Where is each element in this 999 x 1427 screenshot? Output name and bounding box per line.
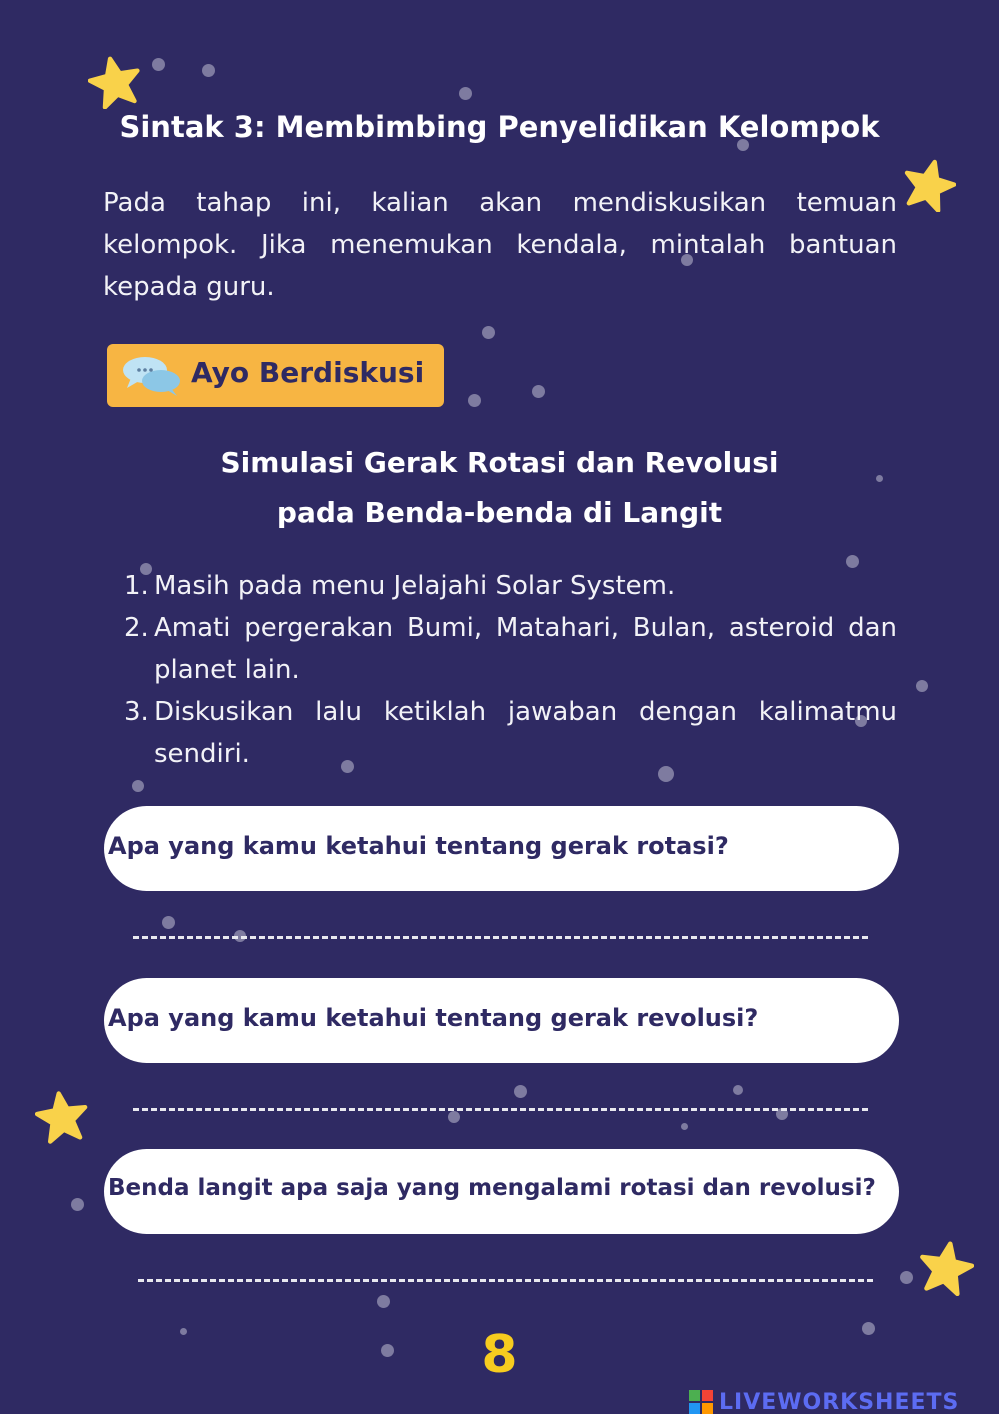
- step-text: Masih pada menu Jelajahi Solar System.: [154, 571, 676, 601]
- list-item: [124, 691, 897, 775]
- background-dot: [132, 780, 144, 792]
- activity-title-line2: pada Benda-benda di Langit: [276, 496, 723, 529]
- answer-field[interactable]: [138, 1249, 873, 1282]
- list-item: [124, 565, 897, 607]
- step-number: 2.: [124, 613, 149, 643]
- background-dot: [71, 1198, 84, 1211]
- list-item: [124, 607, 897, 691]
- background-dot: [681, 1123, 688, 1130]
- activity-title-line1: Simulasi Gerak Rotasi dan Revolusi: [220, 446, 779, 479]
- step-text: Diskusikan lalu ketiklah jawaban dengan kalimatmu sendiri.: [154, 697, 897, 769]
- star-icon: [918, 1240, 974, 1296]
- question-text: Benda langit apa saja yang mengalami rotasi dan revolusi?: [108, 1175, 876, 1201]
- speech-bubbles-icon: [121, 354, 183, 398]
- discussion-badge: [107, 344, 444, 407]
- intro-paragraph: Pada tahap ini, kalian akan mendiskusikan temuan kelompok. Jika menemukan kendala, mintalah bantuan kepada guru.: [103, 188, 897, 302]
- background-dot: [202, 64, 215, 77]
- step-text: Amati pergerakan Bumi, Matahari, Bulan, asteroid dan planet lain.: [154, 613, 897, 685]
- liveworksheets-icon: [689, 1390, 715, 1414]
- answer-field[interactable]: [133, 906, 868, 939]
- background-dot: [459, 87, 472, 100]
- background-dot: [900, 1271, 913, 1284]
- steps-list: [124, 565, 897, 775]
- question-text: Apa yang kamu ketahui tentang gerak rotasi?: [108, 832, 729, 860]
- question-box: [104, 978, 899, 1063]
- background-dot: [532, 385, 545, 398]
- star-icon: [35, 1090, 89, 1144]
- background-dot: [482, 326, 495, 339]
- liveworksheets-logo: [689, 1390, 984, 1414]
- background-dot: [377, 1295, 390, 1308]
- page-bottom-strip: [0, 1414, 999, 1427]
- section-title: Sintak 3: Membimbing Penyelidikan Kelompok: [119, 110, 880, 144]
- background-dot: [468, 394, 481, 407]
- page-number: 8: [481, 1325, 518, 1385]
- watermark-text: LIVEWORKSHEETS: [719, 1390, 960, 1414]
- background-dot: [448, 1111, 460, 1123]
- question-text: Apa yang kamu ketahui tentang gerak revolusi?: [108, 1004, 759, 1032]
- question-box: [104, 1149, 899, 1234]
- background-dot: [916, 680, 928, 692]
- star-icon: [88, 55, 142, 109]
- step-number: 3.: [124, 697, 149, 727]
- star-icon: [902, 158, 956, 212]
- discussion-badge-label: Ayo Berdiskusi: [191, 356, 425, 389]
- step-number: 1.: [124, 571, 149, 601]
- background-dot: [152, 58, 165, 71]
- question-box: [104, 806, 899, 891]
- answer-field[interactable]: [133, 1078, 868, 1111]
